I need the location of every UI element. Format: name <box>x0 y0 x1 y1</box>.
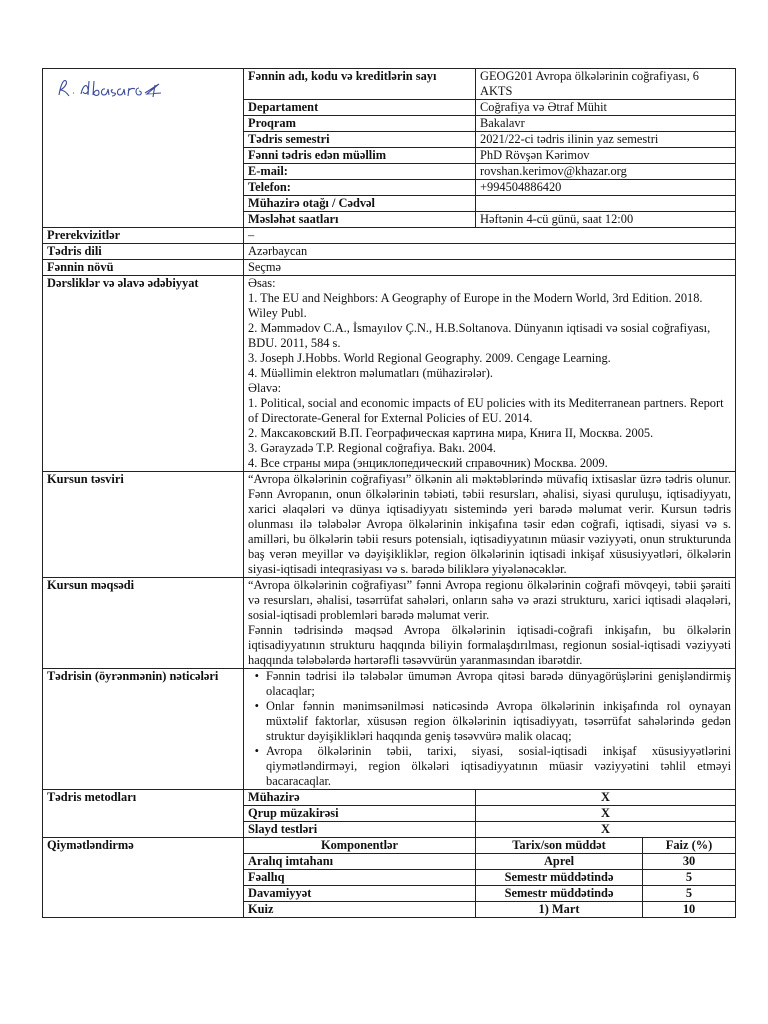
label-email: E-mail: <box>244 164 476 180</box>
assessment-header-component: Komponentlər <box>244 838 476 854</box>
row-course-description <box>43 472 736 578</box>
row-course-goals <box>43 578 736 669</box>
literature-line: 3. Joseph J.Hobbs. World Regional Geography. 2009. Cengage Learning. <box>248 351 611 365</box>
assessment-component: Aralıq imtahanı <box>244 854 476 870</box>
value-program: Bakalavr <box>476 116 736 132</box>
row-literature <box>43 276 736 472</box>
row-assessment-header <box>43 838 736 854</box>
row-course-type <box>43 260 736 276</box>
value-language: Azərbaycan <box>244 244 736 260</box>
label-teaching-methods: Tədris metodları <box>43 790 244 838</box>
label-office-hours: Məsləhət saatları <box>244 212 476 228</box>
value-course-name: GEOG201 Avropa ölkələrinin coğrafiyası, 6 AKTS <box>476 69 736 100</box>
assessment-percent: 30 <box>643 854 736 870</box>
label-learning-outcomes: Tədrisin (öyrənmənin) nəticələri <box>43 669 244 790</box>
header-row-course-name <box>43 69 736 100</box>
label-semester: Tədris semestri <box>244 132 476 148</box>
literature-line: Əlavə: <box>248 381 282 395</box>
value-literature <box>244 276 736 472</box>
row-language <box>43 244 736 260</box>
method-name: Slayd testləri <box>244 822 476 838</box>
label-course-goals: Kursun məqsədi <box>43 578 244 669</box>
assessment-percent: 5 <box>643 870 736 886</box>
literature-line: 4. Все страны мира (энциклопедический справочник) Москва. 2009. <box>248 456 608 470</box>
row-teaching-method <box>43 790 736 806</box>
literature-line: 1. Political, social and economic impacts of EU policies with its Mediterranean partners. Report of Directorate-General for External Policies of EU. 2014. <box>248 396 724 425</box>
method-name: Qrup müzakirəsi <box>244 806 476 822</box>
label-assessment: Qiymətləndirmə <box>43 838 244 918</box>
value-phone: +994504886420 <box>476 180 736 196</box>
method-mark: X <box>476 822 736 838</box>
literature-line: Əsas: <box>248 276 276 290</box>
literature-line: 4. Müəllimin elektron məlumatları (mühazirələr). <box>248 366 493 380</box>
assessment-component: Fəallıq <box>244 870 476 886</box>
assessment-percent: 5 <box>643 886 736 902</box>
signature-image <box>55 75 175 99</box>
value-room <box>476 196 736 212</box>
label-prerequisites: Prerekvizitlər <box>43 228 244 244</box>
syllabus-table <box>42 68 736 918</box>
outcome-item: • Avropa ölkələrinin təbii, tarixi, siyasi, sosial-iqtisadi inkişaf xüsusiyyətlərini qiymətləndirməyi, region ölkələri iqtisadiyyatının müasir vəziyyətini təhlil etməyi bacaracaqlar. <box>262 744 731 789</box>
assessment-date: Aprel <box>476 854 643 870</box>
label-instructor: Fənni tədris edən müəllim <box>244 148 476 164</box>
label-course-type: Fənnin növü <box>43 260 244 276</box>
value-email: rovshan.kerimov@khazar.org <box>476 164 736 180</box>
label-course-description: Kursun təsviri <box>43 472 244 578</box>
literature-line: 2. Məmmədov C.A., İsmayılov Ç.N., H.B.Soltanova. Dünyanın iqtisadi və sosial coğrafiyası, BDU. 2011, 584 s. <box>248 321 711 350</box>
signature-cell <box>43 69 244 228</box>
assessment-header-date: Tarix/son müddət <box>476 838 643 854</box>
value-prerequisites: – <box>244 228 736 244</box>
assessment-date: Semestr müddətində <box>476 886 643 902</box>
literature-line: 3. Gərayzadə T.P. Regional coğrafiya. Bakı. 2004. <box>248 441 496 455</box>
literature-line: 2. Максаковский В.П. Географическая картина мира, Книга II, Москва. 2005. <box>248 426 654 440</box>
assessment-date: Semestr müddətində <box>476 870 643 886</box>
method-mark: X <box>476 790 736 806</box>
goals-paragraph: Fənnin tədrisində məqsəd Avropa ölkələrinin iqtisadi-coğrafi inkişafın, bu ölkələrin iqtisadiyyatının strukturu haqqında biliyin formalaşdırılması, regionun sosial-iqtisadi vəziyyəti haqqında tələbələrdə hərtərəfli təsəvvürün yaranmasından ibarətdir. <box>248 623 732 667</box>
method-name: Mühazirə <box>244 790 476 806</box>
label-program: Proqram <box>244 116 476 132</box>
value-office-hours: Həftənin 4-cü günü, saat 12:00 <box>476 212 736 228</box>
outcome-item: • Onlar fənnin mənimsənilməsi nəticəsində Avropa ölkələrinin inkişafında rol oynayan müxtəlif faktorlar, xüsusən region ölkələrinin iqtisadiyyatı, təsərrüfat sahələrində gedən struktur dəyişiklikləri haqqında geniş təsəvvürə malik olacaq; <box>262 699 731 744</box>
value-semester: 2021/22-ci tədris ilinin yaz semestri <box>476 132 736 148</box>
value-department: Coğrafiya və Ətraf Mühit <box>476 100 736 116</box>
assessment-component: Davamiyyət <box>244 886 476 902</box>
assessment-header-percent: Faiz (%) <box>643 838 736 854</box>
method-mark: X <box>476 806 736 822</box>
outcome-item: • Fənnin tədrisi ilə tələbələr ümumən Avropa qitəsi barədə dünyagörüşlərini genişləndirmiş olacaqlar; <box>262 669 731 699</box>
value-course-type: Seçmə <box>244 260 736 276</box>
label-phone: Telefon: <box>244 180 476 196</box>
value-learning-outcomes <box>244 669 736 790</box>
assessment-percent: 10 <box>643 902 736 918</box>
goals-paragraph: “Avropa ölkələrinin coğrafiyası” fənni Avropa regionu ölkələrinin coğrafi mövqeyi, təbii şəraiti və resursları, əhalisi, təsərrüfat sahələri, onların sahə və ərazi strukturu, xarici iqtisadi əlaqələri, sosial-iqtisadi problemləri barədə məlumat verir. <box>248 578 732 622</box>
assessment-date: 1) Mart <box>476 902 643 918</box>
label-literature: Dərsliklər və əlavə ədəbiyyat <box>43 276 244 472</box>
outcomes-list <box>248 669 731 789</box>
label-room: Mühazirə otağı / Cədvəl <box>244 196 476 212</box>
label-language: Tədris dili <box>43 244 244 260</box>
value-instructor: PhD Rövşən Kərimov <box>476 148 736 164</box>
value-course-goals <box>244 578 736 669</box>
assessment-component: Kuiz <box>244 902 476 918</box>
row-prerequisites <box>43 228 736 244</box>
value-course-description: “Avropa ölkələrinin coğrafiyası” ölkənin ali məktəblərində müvafiq ixtisaslar üzrə tədris olunur. Fənn Avropanın, onun ölkələrinin təbiəti, təbii resursları, əhalisi, siyasi quruluşu, iqtisadiyyatı, xarici əlaqələri və dünya iqtisadiyyatı sistemində yeri barədə məlumat verir. Kursun tədris olunması ilə tələbələr Avropa ölkələrinin inkişafına təsir edən coğrafi, iqtisadi, siyasi və s. amilləri, bu ölkələrin təbii resurs potensialı, iqtisadiyyatının müasir vəziyyəti, onun strukturunda baş verən meyillər və dəyişikliklər, region ölkələrinin iqtisadi inkişaf xüsusiyyətləri, ölkələrin siyasi-iqtisadi inteqrasiyası və s. barədə biliklərə yiyələnəcəklər. <box>244 472 736 578</box>
literature-line: 1. The EU and Neighbors: A Geography of Europe in the Modern World, 3rd Edition. 2018. Wiley Publ. <box>248 291 703 320</box>
row-learning-outcomes <box>43 669 736 790</box>
label-department: Departament <box>244 100 476 116</box>
label-course-name: Fənnin adı, kodu və kreditlərin sayı <box>244 69 476 100</box>
